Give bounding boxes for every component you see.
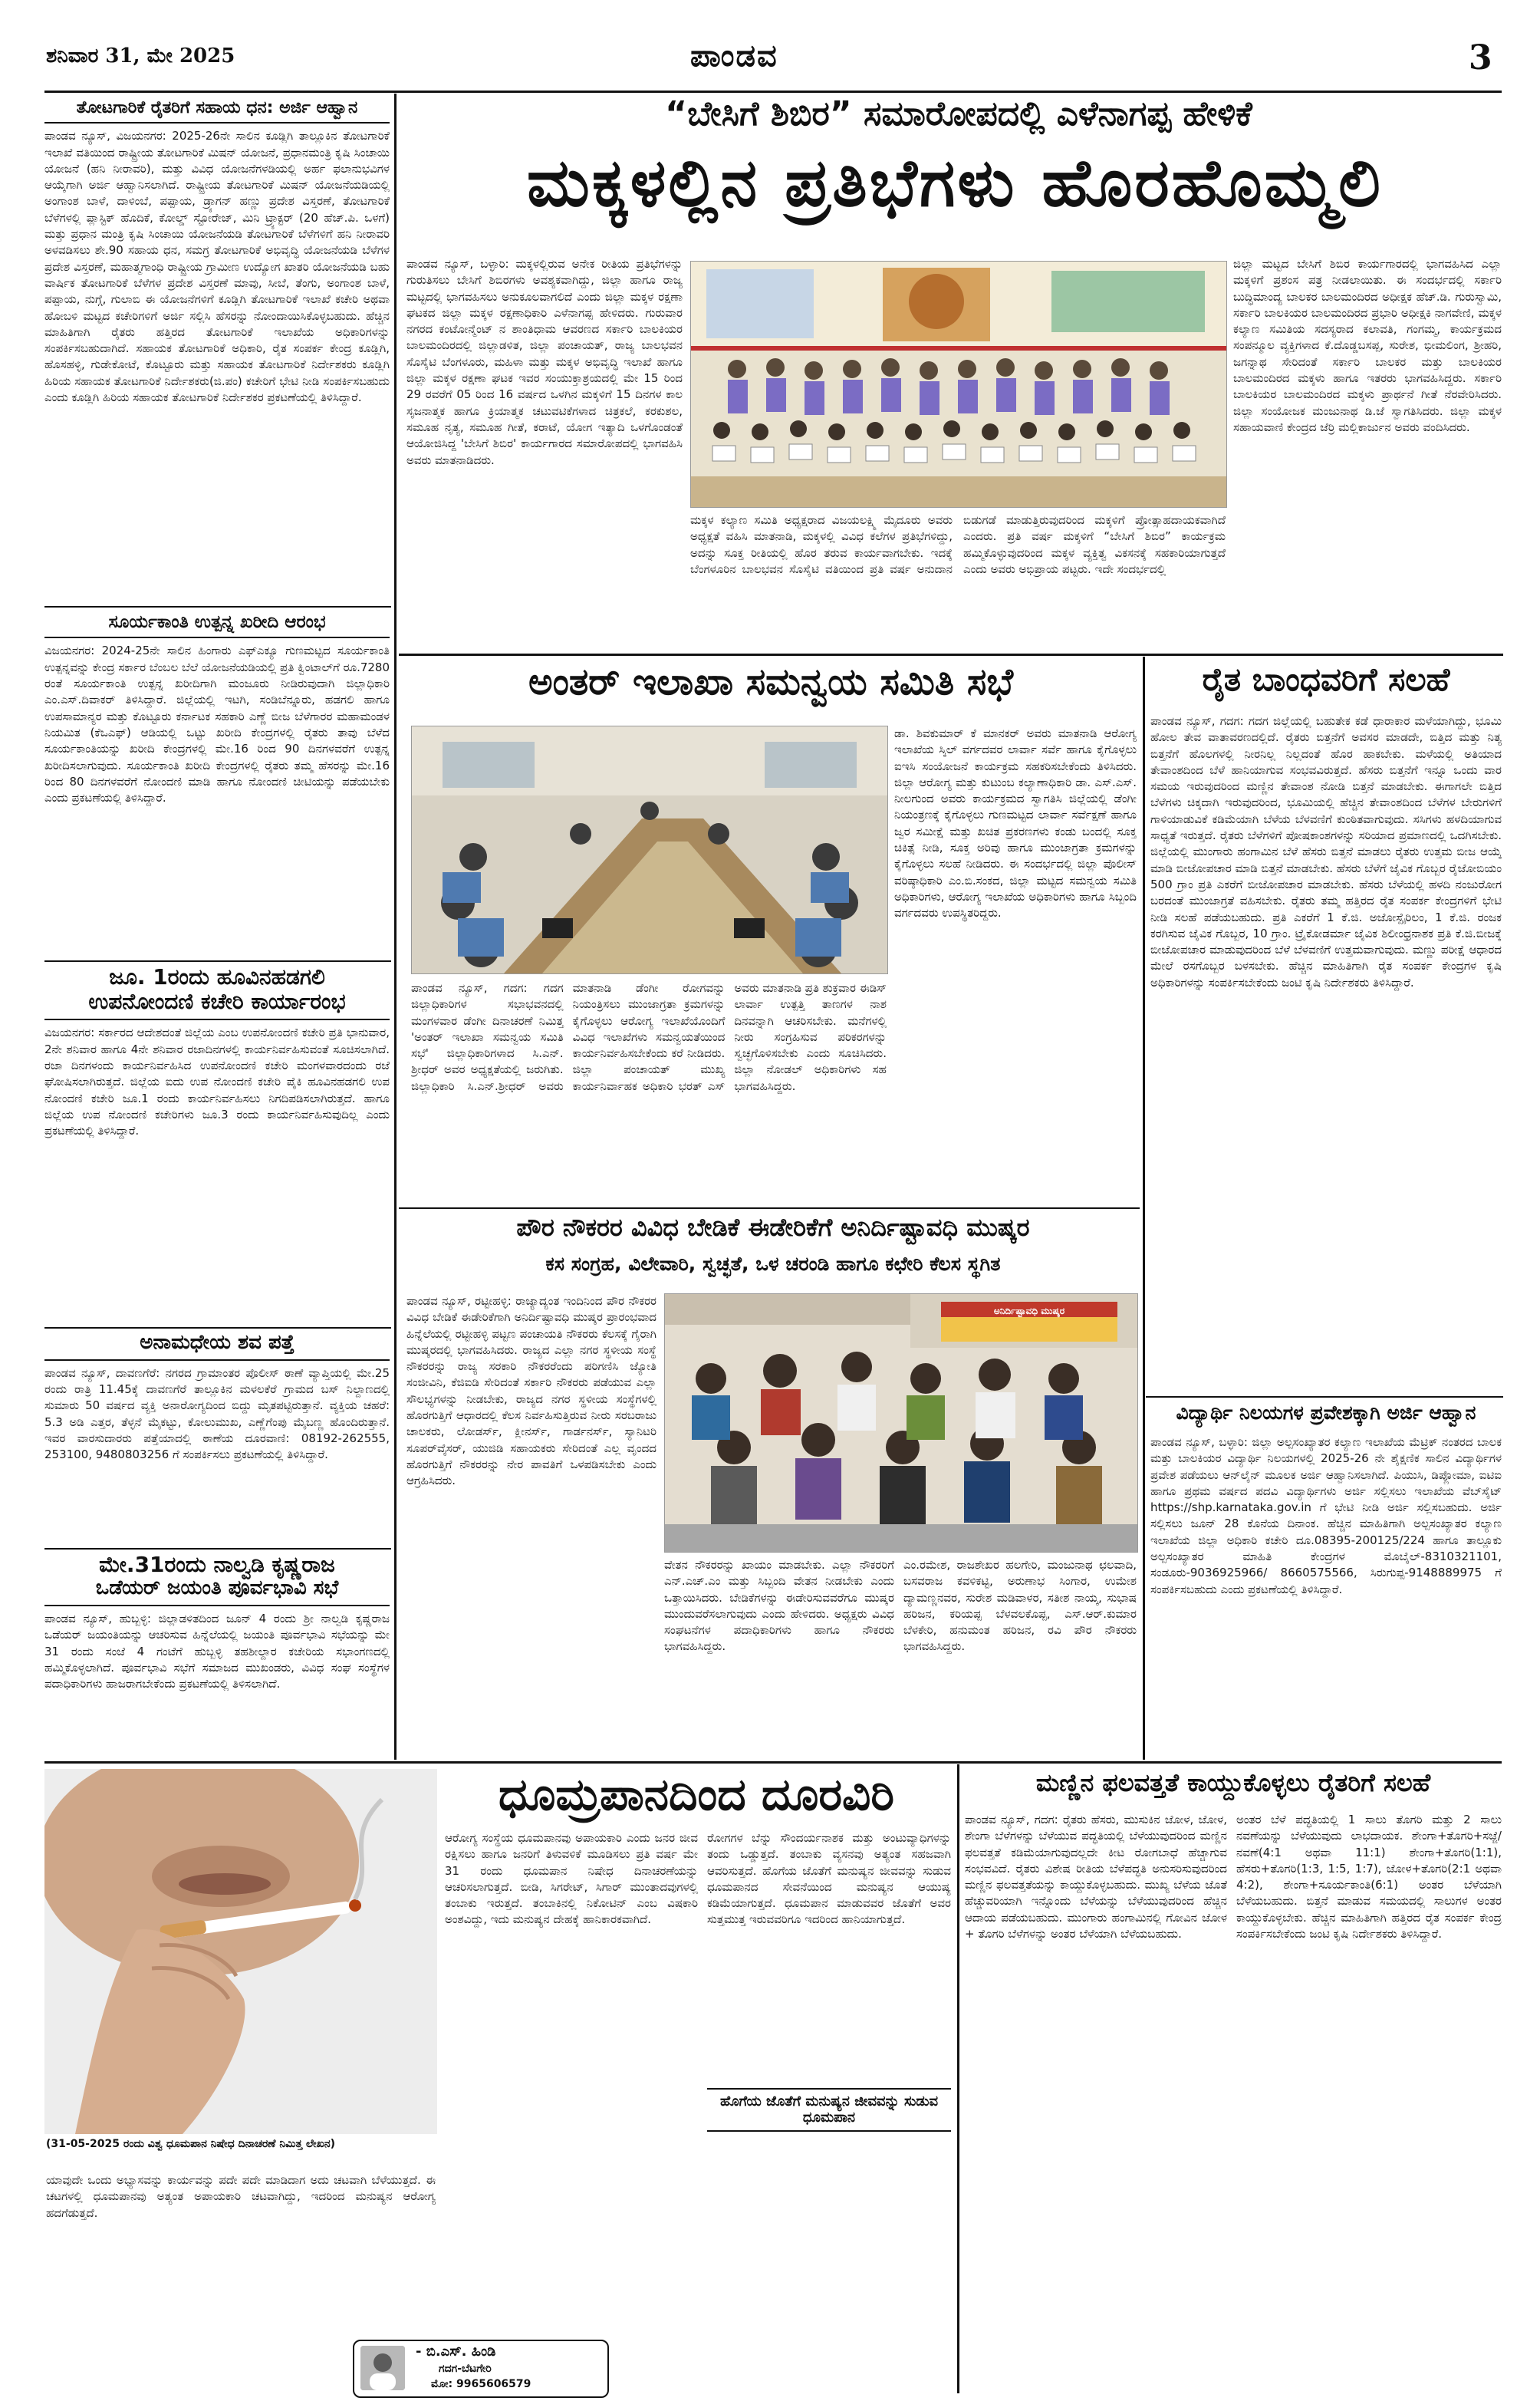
subregistrar-story (44, 965, 390, 1307)
left-column-divider (394, 94, 397, 1760)
horticulture-story (44, 98, 390, 602)
author-place: ಗದಗ-ಬೆಟಗೇರಿ (439, 2363, 492, 2375)
strike-body-b: ವೇತನ ನೌಕರರನ್ನು ಖಾಯಂ ಮಾಡಬೇಕು. ಎಲ್ಲಾ ನೌಕರರಿಗೆ ಎನ್.ಎಚ್.ಎಂ ಮತ್ತು ಸಿಬ್ಬಂದಿ ವೇತನ ನೀಡಬೇಕು ಎಂದು ಒತ್ತಾಯಿಸಿದರು. ಬೇಡಿಕೆಗಳನ್ನು ಈಡೇರಿಸುವವರೆಗೂ ಮುಷ್ಕರ ಮುಂದುವರೆಸಲಾಗುವುದು ಎಂದು ಹೇಳಿದರು. ಅಧ್ಯಕ್ಷರು ವಿವಿಧ ಸಂಘಟನೆಗಳ ಪದಾಧಿಕಾರಿಗಳು ಹಾಗೂ ನೌಕರರು ಭಾಗವಹಿಸಿದ್ದರು. (664, 1558, 894, 1654)
story-headline: ಮೇ.31ರಂದು ನಾಲ್ವಡಿ ಕೃಷ್ಣರಾಜ (99, 1552, 335, 1577)
author-portrait-icon (360, 2346, 405, 2390)
strike-body-c: ಎಂ.ರಮೇಶ, ರಾಜಶೇಖರ ಹಲಗೇರಿ, ಮಂಜುನಾಥ ಛಲವಾದಿ, ಬಸವರಾಜ ಕವಳಿಕಟ್ಟಿ, ಅರುಣಾಭ ಸಿಂಗಾರ, ಉಮೇಶ ದ್ಯಾಮಣ್ಣನವರ, ಸುರೇಶ ಮಡಿವಾಳರ, ಸತೀಶ ನಾಯ್ಕ, ಸುಭಾಷ ಹರಿಜನ, ಕರಿಯಪ್ಪ ಬೆಳವಲಕೊಪ್ಪ, ಎಸ್.ಆರ್.ಕುಮಾರ ಬೆಳಕೇರಿ, ಹನುಮಂತ ಹರಿಜನ, ರವಿ ಪೌರ ನೌಕರರು ಭಾಗವಹಿಸಿದ್ದರು. (903, 1558, 1137, 1654)
farmers-body: ಪಾಂಡವ ನ್ಯೂಸ್, ಗದಗ: ಗದಗ ಜಿಲ್ಲೆಯಲ್ಲಿ ಬಹುತೇಕ ಕಡೆ ಧಾರಾಕಾರ ಮಳೆಯಾಗಿದ್ದು, ಭೂಮಿ ಹೋಲ ತೇವ ವಾತಾವರಣದಲ್ಲಿದೆ. ರೈತರು ಬಿತ್ತನೆಗೆ ಅವಸರ ಮಾಡದೇ, ಬಿತ್ತಿದ ಮತ್ತು ನಿತ್ಯ ಬಿತ್ತನೆಗೆ ಹೊಲಗಳಲ್ಲಿ ನೀರನಿಲ್ಲ ನಿಲ್ಲದಂತೆ ಹೊರ ಹಾಕಬೇಕು. ಮಳೆಯಲ್ಲಿ ಅತಿಯಾದ ತೇವಾಂಶದಿಂದ ಬೆಳೆ ಹಾನಿಯಾಗುವ ಸಂಭವವಿರುತ್ತದೆ. ಹೆಸರು ಬಿತ್ತನೆಗೆ ಇನ್ನೂ ಒಂದು ವಾರ ಸಮಯ ಇರುವುದರಿಂದ ಮಣ್ಣಿನ ತೇವಾಂಶ ನೋಡಿ ಬಿತ್ತನೆ ಮಾಡಬೇಕು. ಈಗಾಗಲೇ ಬಿತ್ತಿದ ಬೆಳೆಗಳು ಚಿಕ್ಕದಾಗಿ ಇರುವುದರಿಂದ, ಭೂಮಿಯಲ್ಲಿ ಹೆಚ್ಚಿನ ತೇವಾಂಶದಿಂದ ಬೆಳೆಗಳ ಬೇರುಗಳಿಗೆ ಗಾಳಿಯಾಡುವಿಕೆ ಕಡಿಮೆಯಾಗಿ ಬೆಳೆಯ ಬೆಳವಣಿಗೆ ಕುಂಠಿತವಾಗುವುದು. ಸಸಿಗಳು ಹಳದಿಯಾಗುವ ಸಾಧ್ಯತೆ ಇರುತ್ತದೆ. ರೈತರು ಬೆಳೆಗಳಿಗೆ ಪೋಷಕಾಂಶಗಳನ್ನು ಸರಿಯಾದ ಪ್ರಮಾಣದಲ್ಲಿ ಒದಗಿಸಬೇಕು. ಜಿಲ್ಲೆಯಲ್ಲಿ ಮುಂಗಾರು ಹಂಗಾಮಿನ ಬೆಳೆ ಹೆಸರು ಬಿತ್ತನೆ ಮಾಡಲು ರೈತರು ಉತ್ತಮ ಬೀಜ ಆಯ್ಕೆ ಮಾಡಿ ಬೀಜೋಪಚಾರ ಮಾಡಿ ಬಿತ್ತನೆ ಮಾಡಬೇಕು. ಹೆಸರು ಬೆಳೆಗೆ ಜೈವಿಕ ಗೊಬ್ಬರ ರೈಜೋಬಿಯಂ 500 ಗ್ರಾಂ ಪ್ರತಿ ಎಕರೆಗೆ ಬೀಜೋಪಚಾರ ಮಾಡಬೇಕು. ಹೆಸರು ಬೆಳೆಯಲ್ಲಿ ಹಳದಿ ನಂಜುರೋಗ ಬರದಂತೆ ಮುಂಜಾಗ್ರತೆ ವಹಿಸಬೇಕು. ರೈತರು ತಮ್ಮ ಹತ್ತಿರದ ರೈತ ಸಂಪರ್ಕ ಕೇಂದ್ರಗಳಿಗೆ ಭೇಟಿ ನೀಡಿ ಸಲಹೆ ಪಡೆಯಬಹುದು. ಪ್ರತಿ ಎಕರೆಗೆ 1 ಕೆ.ಜಿ. ಅಜೋಸ್ಪೈರಿಲಂ, 1 ಕೆ.ಜಿ. ರಂಜಕ ಕರಗಿಸುವ ಜೈವಿಕ ಗೊಬ್ಬರ, 10 ಗ್ರಾಂ. ಟ್ರೈಕೋಡರ್ಮಾ ಜೈವಿಕ ಶಿಲೀಂಧ್ರನಾಶಕ ಪ್ರತಿ ಕೆ.ಜಿ.ಬೀಜಕ್ಕೆ ಬೀಜೋಪಚಾರ ಮಾಡುವುದರಿಂದ ಬೆಳೆ ಬೆಳವಣಿಗೆ ಉತ್ತಮವಾಗುವುದು. ಮಣ್ಣು ಪರೀಕ್ಷೆ ಆಧಾರದ ಮೇಲೆ ರಸಗೊಬ್ಬರ ಬಳಸಬೇಕು. ಹೆಚ್ಚಿನ ಮಾಹಿತಿಗಾಗಿ ರೈತ ಸಂಪರ್ಕ ಕೇಂದ್ರಗಳ ಕೃಷಿ ಅಧಿಕಾರಿಗಳನ್ನು ಸಂಪರ್ಕಿಸಬೇಕೆಂದು ಜಂಟಿ ಕೃಷಿ ನಿರ್ದೇಶಕರು ತಿಳಿಸಿದ್ದಾರೆ. (1150, 714, 1502, 990)
summer-camp-group-image (691, 262, 1226, 507)
smoking-body-a: ಯಾವುದೇ ಒಂದು ಅಭ್ಯಾಸವನ್ನು ಕಾರ್ಯವನ್ನು ಪದೇ ಪದೇ ಮಾಡಿದಾಗ ಅದು ಚಟವಾಗಿ ಬೆಳೆಯುತ್ತದೆ. ಈ ಚಟಗಳಲ್ಲಿ ಧೂಮಪಾನವು ಅತ್ಯಂತ ಅಪಾಯಕಾರಿ ಚಟವಾಗಿದ್ದು, ಇದರಿಂದ ಮನುಷ್ಯನ ಆರೋಗ್ಯ ಹದಗೆಡುತ್ತದೆ. (46, 2173, 436, 2220)
section-divider (44, 960, 391, 962)
jayanti-meeting-story (44, 1553, 390, 1743)
lead-kicker: “ಬೇಸಿಗೆ ಶಿಬಿರ” ಸಮಾರೋಪದಲ್ಲಿ ಎಳೆನಾಗಪ್ಪ ಹೇಳಿಕೆ (665, 94, 1252, 133)
story-body: ವಿಜಯನಗರ: ಸರ್ಕಾರದ ಆದೇಶದಂತೆ ಜಿಲ್ಲೆಯ ಎಂಬ ಉಪನೋಂದಣಿ ಕಚೇರಿ ಪ್ರತಿ ಭಾನುವಾರ, 2ನೇ ಶನಿವಾರ ಹಾಗೂ 4ನೇ ಶನಿವಾರ ರಜಾದಿನಗಳಲ್ಲಿ ಕಾರ್ಯನಿರ್ವಹಿಸುವಂತೆ ಸೂಚಿಸಲಾಗಿದೆ. ರಜಾ ದಿನಗಳಂದು ಕಾರ್ಯನಿರ್ವಹಿಸಿದ ಉಪನೋಂದಣಿ ಕಚೇರಿ ಮಂಗಳವಾರದಂದು ರಜೆ ಘೋಷಿಸಲಾಗಿರುತ್ತದೆ. ಜಿಲ್ಲೆಯ ಐದು ಉಪ ನೋಂದಣಿ ಕಚೇರಿ ಪೈಕಿ ಹೂವಿನಹಡಗಲಿ ಉಪ ನೋಂದಣಿ ಕಚೇರಿ ಜೂ.1 ರಂದು ಕಾರ್ಯನಿರ್ವಹಿಸಲು ನಿಗದಿಪಡಿಸಲಾಗಿರುತ್ತದೆ. ಹಾಗೂ ಜಿಲ್ಲೆಯ ಉಪ ನೋಂದಣಿ ಕಚೇರಿಗಳು ಜೂ.3 ರಂದು ಕಾರ್ಯನಿರ್ವಹಿಸುವುದಿಲ್ಲ ಎಂದು ಪ್ರಕಟಣೆಯಲ್ಲಿ ತಿಳಿಸಿದ್ದಾರೆ. (44, 1026, 390, 1138)
author-name: - ಬಿ.ಎಸ್. ಹಿಂಡಿ (416, 2343, 496, 2360)
story-headline-line2: ಒಡೆಯರ್ ಜಯಂತಿ ಪೂರ್ವಭಾವಿ ಸಭೆ (44, 1577, 390, 1606)
story-body: ಪಾಂಡವ ನ್ಯೂಸ್, ದಾವಣಗೆರೆ: ನಗರದ ಗ್ರಾಮಾಂತರ ಪೊಲೀಸ್ ಠಾಣೆ ವ್ಯಾಪ್ತಿಯಲ್ಲಿ ಮೇ.25 ರಂದು ರಾತ್ರಿ 11.45ಕ್ಕೆ ದಾವಣಗೆರೆ ತಾಲ್ಲೂಕಿನ ಮಳಲಕೆರೆ ಗ್ರಾಮದ ಬಸ್ ನಿಲ್ದಾಣದಲ್ಲಿ ಸುಮಾರು 50 ವರ್ಷದ ವ್ಯಕ್ತಿ ಅನಾರೋಗ್ಯದಿಂದ ಬಿದ್ದು ಮೃತಪಟ್ಟಿರುತ್ತಾನೆ. ವ್ಯಕ್ತಿಯ ಚಹರೆ: 5.3 ಅಡಿ ಎತ್ತರ, ತೆಳ್ಳನೆ ಮೈಕಟ್ಟು, ಕೋಲುಮುಖ, ಎಣ್ಣೆಗೆಂಪು ಮೈಬಣ್ಣ ಹೊಂದಿರುತ್ತಾನೆ. ಇವರ ವಾರಸುದಾರರು ಪತ್ತೆಯಾದಲ್ಲಿ ಠಾಣೆಯ ದೂರವಾಣಿ: 08192-262555, 253100, 9480803256 ಗೆ ಸಂಪರ್ಕಿಸಲು ಪ್ರಕಟಣೆಯಲ್ಲಿ ತಿಳಿಸಿದ್ದಾರೆ. (44, 1365, 390, 1462)
author-phone: ಮೋ: 9965606579 (431, 2378, 531, 2390)
workers-protest-image (665, 1294, 1137, 1552)
soil-body-b: ಅಂತರ ಬೆಳೆ ಪದ್ಧತಿಯಲ್ಲಿ 1 ಸಾಲು ತೊಗರಿ ಮತ್ತು 2 ಸಾಲು ನವಣೆಯನ್ನು ಬೆಳೆಯುವುದು ಲಾಭದಾಯಕ. ಶೇಂಗಾ+ತೊಗರಿ+ಸಜ್ಜೆ/ನವಣೆ(4:1 ಅಥವಾ 11:1) ಶೇಂಗಾ+ತೊಗರಿ(1:1), ಹೆಸರು+ತೊಗರಿ(1:3, 1:5, 1:7), ಜೋಳ+ತೊಗರಿ(2:1 ಅಥವಾ 4:2), ಶೇಂಗಾ+ಸೂರ್ಯಕಾಂತಿ(6:1) ಅಂತರ ಬೆಳೆಯಾಗಿ ಬೆಳೆಯಬಹುದು. ಬಿತ್ತನೆ ಮಾಡುವ ಸಮಯದಲ್ಲಿ ಸಾಲುಗಳ ಅಂತರ ಕಾಯ್ದುಕೊಳ್ಳಬೇಕು. ಹೆಚ್ಚಿನ ಮಾಹಿತಿಗಾಗಿ ಹತ್ತಿರದ ರೈತ ಸಂಪರ್ಕ ಕೇಂದ್ರ ಸಂಪರ್ಕಿಸಬೇಕೆಂದು ಜಂಟಿ ಕೃಷಿ ನಿರ್ದೇಶಕರು ತಿಳಿಸಿದ್ದಾರೆ. (1236, 1813, 1502, 1942)
story-body: ಪಾಂಡವ ನ್ಯೂಸ್, ಹುಬ್ಬಳ್ಳಿ: ಜಿಲ್ಲಾಡಳಿತದಿಂದ ಜೂನ್ 4 ರಂದು ಶ್ರೀ ನಾಲ್ವಡಿ ಕೃಷ್ಣರಾಜ ಒಡೆಯರ್ ಜಯಂತಿಯನ್ನು ಆಚರಿಸುವ ಹಿನ್ನೆಲೆಯಲ್ಲಿ ಜಯಂತಿ ಪೂರ್ವಭಾವಿ ಸಭೆಯನ್ನು ಮೇ 31 ರಂದು ಸಂಜೆ 4 ಗಂಟೆಗೆ ಹುಬ್ಬಳ್ಳಿ ತಹಶೀಲ್ದಾರ ಕಚೇರಿಯ ಸಭಾಂಗಣದಲ್ಲಿ ಹಮ್ಮಿಕೊಳ್ಳಲಾಗಿದೆ. ಪೂರ್ವಭಾವಿ ಸಭೆಗೆ ಸಮಾಜದ ಮುಖಂಡರು, ವಿವಿಧ ಸಂಘ ಸಂಸ್ಥೆಗಳ ಪದಾಧಿಕಾರಿಗಳು ಹಾಜರಾಗಬೇಕೆಂದು ಪ್ರಕಟಣೆಯಲ್ಲಿ ತಿಳಿಸಲಾಗಿದೆ. (44, 1612, 390, 1691)
section-divider (44, 1548, 391, 1550)
smoking-pull-quote: ಹೊಗೆಯ ಜೊತೆಗೆ ಮನುಷ್ಯನ ಜೀವವನ್ನು ಸುಡುವ ಧೂಮಪಾನ (707, 2088, 951, 2132)
interdept-headline: ಅಂತರ್ ಇಲಾಖಾ ಸಮನ್ವಯ ಸಮಿತಿ ಸಭೆ (528, 660, 1014, 703)
lead-body-col3: ಜಿಲ್ಲಾ ಮಟ್ಟದ ಬೇಸಿಗೆ ಶಿಬಿರ ಕಾರ್ಯಗಾರದಲ್ಲಿ ಭಾಗವಹಿಸಿದ ಎಲ್ಲಾ ಮಕ್ಕಳಿಗೆ ಪ್ರಶಂಸ ಪತ್ರ ನೀಡಲಾಯಿತು. ಈ ಸಂದರ್ಭದಲ್ಲಿ ಸರ್ಕಾರಿ ಬುದ್ಧಿಮಾಂದ್ಯ ಬಾಲಕರ ಬಾಲಮಂದಿರದ ಅಧೀಕ್ಷಕ ಹೆಚ್.ಡಿ. ಗುರುಸ್ವಾಮಿ, ಸರ್ಕಾರಿ ಬಾಲಕಿಯರ ಬಾಲಮಂದಿರದ ಪ್ರಭಾರಿ ಅಧೀಕ್ಷಕಿ ನಾಗವೇಣಿ, ಮಕ್ಕಳ ಕಲ್ಯಾಣ ಸಮಿತಿಯ ಸದಸ್ಯರಾದ ಕಲಾವತಿ, ಗಂಗಮ್ಮ, ಕಾರ್ಯಕ್ರಮದ ಸಂಪನ್ಮೂಲ ವ್ಯಕ್ತಿಗಳಾದ ಕೆ.ದೊಡ್ಡಬಸಪ್ಪ, ಸುರೇಶ, ಭೀಮಲಿಂಗ, ಶ್ರೀಹರಿ, ಜಗನ್ನಾಥ ಸೇರಿದಂತೆ ಸರ್ಕಾರಿ ಬಾಲಕರ ಮತ್ತು ಬಾಲಕಿಯರ ಬಾಲಮಂದಿರದ ಮಕ್ಕಳು ಹಾಗೂ ಇತರರು ಭಾಗವಹಿಸಿದ್ದರು. ಸರ್ಕಾರಿ ಬಾಲಕಿಯರ ಬಾಲಮಂದಿರದ ಮಕ್ಕಳು ಪ್ರಾರ್ಥನೆ ಗೀತೆ ನೆರವೇರಿಸಿದರು. ಜಿಲ್ಲಾ ಸಂಯೋಜಕ ಮಂಜುನಾಥ ಡಿ.ಜೆ ಸ್ವಾಗತಿಸಿದರು. ಜಿಲ್ಲಾ ಮಕ್ಕಳ ಸಹಾಯವಾಣಿ ಕೇಂದ್ರದ ಜೆರ್ರಿ ಮಲ್ಲಿಕಾರ್ಜುನ ಅವರು ವಂದಿಸಿದರು. (1233, 257, 1502, 434)
protest-banner-text: ಅನಿರ್ದಿಷ್ಟಾವಧಿ ಮುಷ್ಕರ (993, 1306, 1065, 1316)
section-divider (1146, 1396, 1503, 1398)
story-headline: ತೋಟಗಾರಿಕೆ ರೈತರಿಗೆ ಸಹಾಯ ಧನ: ಅರ್ಜಿ ಆಹ್ವಾನ (44, 98, 390, 124)
lead-body-col1: ಪಾಂಡವ ನ್ಯೂಸ್, ಬಳ್ಳಾರಿ: ಮಕ್ಕಳಲ್ಲಿರುವ ಅನೇಕ ರೀತಿಯ ಪ್ರತಿಭೆಗಳನ್ನು ಗುರುತಿಸಲು ಬೇಸಿಗೆ ಶಿಬಿರಗಳು ಅವಶ್ಯಕವಾಗಿದ್ದು, ಜಿಲ್ಲಾ ಹಾಗೂ ರಾಜ್ಯ ಮಟ್ಟದಲ್ಲಿ ಭಾಗವಹಿಸಲು ಅನುಕೂಲವಾಗಲಿದೆ ಎಂದು ಜಿಲ್ಲಾ ಮಕ್ಕಳ ರಕ್ಷಣಾ ಘಟಕದ ಜಿಲ್ಲಾ ಮಕ್ಕಳ ರಕ್ಷಣಾಧಿಕಾರಿ ಎಳೆನಾಗಪ್ಪ ಹೇಳಿದರು. ಗುರುವಾರ ನಗರದ ಕಂಟೋನ್ಮೆಂಟ್ ನ ಶಾಂತಿಧಾಮ ಆವರಣದ ಸರ್ಕಾರಿ ಬಾಲಕಿಯರ ಬಾಲಮಂದಿರದಲ್ಲಿ ಜಿಲ್ಲಾಡಳಿತ, ಜಿಲ್ಲಾ ಪಂಚಾಯತ್, ರಾಜ್ಯ ಬಾಲಭವನ ಸೊಸೈಟಿ ಬೆಂಗಳೂರು, ಮಹಿಳಾ ಮತ್ತು ಮಕ್ಕಳ ಅಭಿವೃದ್ಧಿ ಇಲಾಖೆ ಹಾಗೂ ಜಿಲ್ಲಾ ಮಕ್ಕಳ ರಕ್ಷಣಾ ಘಟಕ ಇವರ ಸಂಯುಕ್ತಾಶ್ರಯದಲ್ಲಿ ಮೇ 15 ರಿಂದ 29 ರವರೆಗೆ 05 ರಿಂದ 16 ವರ್ಷದ ಒಳಗಿನ ಮಕ್ಕಳಿಗೆ 15 ದಿನಗಳ ಕಾಲ ಸೃಜನಾತ್ಮಕ ಹಾಗೂ ಕ್ರಿಯಾತ್ಮಕ ಚಟುವಟಿಕೆಗಳಾದ ಚಿತ್ರಕಲೆ, ಕರಕುಶಲ, ಸಮೂಹ ನೃತ್ಯ, ಸಮೂಹ ಗೀತೆ, ಕರಾಟೆ, ಯೋಗ ಇತ್ಯಾದಿ ಒಳಗೊಂಡಂತೆ ಆಯೋಜಿಸಿದ್ದ 'ಬೇಸಿಗೆ ಶಿಬಿರ' ಕಾರ್ಯಗಾರದ ಸಮಾರೋಪದಲ್ಲಿ ಭಾಗವಹಿಸಿ ಅವರು ಮಾತನಾಡಿದರು. (406, 257, 683, 467)
masthead-rule (44, 91, 1502, 93)
smoking-body-b: ಆರೋಗ್ಯ ಸಂಸ್ಥೆಯ ಧೂಮಪಾನವು ಅಪಾಯಕಾರಿ ಎಂದು ಜನರ ಜೀವ ರಕ್ಷಿಸಲು ಹಾಗೂ ಜನರಿಗೆ ತಿಳುವಳಿಕೆ ಮೂಡಿಸಲು ಪ್ರತಿ ವರ್ಷ ಮೇ 31 ರಂದು ಧೂಮಪಾನ ನಿಷೇಧ ದಿನಾಚರಣೆಯನ್ನು ಆಚರಿಸಲಾಗುತ್ತದೆ. ಬೀಡಿ, ಸಿಗರೇಟ್, ಸಿಗಾರ್ ಮುಂತಾದವುಗಳಲ್ಲಿ ತಂಬಾಕು ಇರುತ್ತದೆ. ತಂಬಾಕಿನಲ್ಲಿ ನಿಕೋಟಿನ್ ಎಂಬ ವಿಷಕಾರಿ ಅಂಶವಿದ್ದು, ಇದು ಮನುಷ್ಯನ ದೇಹಕ್ಕೆ ಹಾನಿಕಾರಕವಾಗಿದೆ. (445, 1831, 698, 1927)
author-box (353, 2340, 609, 2398)
right-column-divider (1143, 657, 1145, 1760)
hostel-headline: ವಿದ್ಯಾರ್ಥಿ ನಿಲಯಗಳ ಪ್ರವೇಶಕ್ಕಾಗಿ ಅರ್ಜಿ ಆಹ್ವಾನ (1176, 1401, 1476, 1424)
smoking-photo (44, 1769, 437, 2134)
smoking-hand-image (44, 1769, 437, 2134)
story-headline: ಅನಾಮಧೇಯ ಶವ ಪತ್ತೆ (44, 1332, 390, 1361)
soil-body-a: ಪಾಂಡವ ನ್ಯೂಸ್, ಗದಗ: ರೈತರು ಹೆಸರು, ಮುಸುಕಿನ ಜೋಳ, ಜೋಳ, ಶೇಂಗಾ ಬೆಳೆಗಳನ್ನು ಬೆಳೆಯುವ ಪದ್ಧತಿಯಲ್ಲಿ ಬೆಳೆಯುವುದರಿಂದ ಮಣ್ಣಿನ ಫಲವತ್ತತೆ ಕಡಿಮೆಯಾಗುವುದಲ್ಲದೇ ಕೀಟ ರೋಗಬಾಧೆ ಹೆಚ್ಚಾಗುವ ಸಂಭವವಿದೆ. ರೈತರು ವಿಶೇಷ ರೀತಿಯ ಬೆಳೆಪದ್ಧತಿ ಅನುಸರಿಸುವುದರಿಂದ ಮಣ್ಣಿನ ಫಲವತ್ತತೆಯನ್ನು ಕಾಯ್ದುಕೊಳ್ಳಬಹುದು. ಮುಖ್ಯ ಬೆಳೆಯ ಜೊತೆ ಹೆಚ್ಚುವರಿಯಾಗಿ ಇನ್ನೊಂದು ಬೆಳೆಯನ್ನು ಬೆಳೆಯುವುದರಿಂದ ಹೆಚ್ಚಿನ ಆದಾಯ ಪಡೆಯಬಹುದು. ಮುಂಗಾರು ಹಂಗಾಮಿನಲ್ಲಿ ಗೋವಿನ ಜೋಳ + ತೊಗರಿ ಬೆಳೆಗಳನ್ನು ಅಂತರ ಬೆಳೆಯಾಗಿ ಬೆಳೆಯಬಹುದು. (965, 1813, 1227, 1942)
section-divider (44, 1327, 391, 1329)
story-headline: ಜೂ. 1ರಂದು ಹೂವಿನಹಡಗಲಿ (109, 964, 325, 990)
smoking-caption: (31-05-2025 ರಂದು ವಿಶ್ವ ಧೂಮಪಾನ ನಿಷೇಧ ದಿನಾಚರಣೆ ನಿಮಿತ್ತ ಲೇಖನ) (46, 2138, 336, 2150)
story-body: ವಿಜಯನಗರ: 2024-25ನೇ ಸಾಲಿನ ಹಿಂಗಾರು ಎಫ್‌ಎಕ್ಯೂ ಗುಣಮಟ್ಟದ ಸೂರ್ಯಕಾಂತಿ ಉತ್ಪನ್ನವನ್ನು ಕೇಂದ್ರ ಸರ್ಕಾರ ಬೆಂಬಲ ಬೆಲೆ ಯೋಜನೆಯಡಿಯಲ್ಲಿ ಪ್ರತಿ ಕ್ವಿಂಟಾಲ್‌ಗೆ ರೂ.7280 ರಂತೆ ಸೂರ್ಯಕಾಂತಿ ಉತ್ಪನ್ನ ಖರೀದಿಗಾಗಿ ಮಂಜೂರು ನೀಡಿರುವುದಾಗಿ ಜಿಲ್ಲಾಧಿಕಾರಿ ಎಂ.ಎಸ್.ದಿವಾಕರ್ ತಿಳಿಸಿದ್ದಾರೆ. ಜಿಲ್ಲೆಯಲ್ಲಿ ಇಟಗಿ, ಸಂಡಿಬೆನ್ನೂರು, ಹಡಗಲಿ ಹಾಗೂ ಉಪಸಾಮಾನ್ಯರ ಮತ್ತು ಕೊಟ್ಟೂರು ಕರ್ನಾಟಕ ಸಹಕಾರಿ ಎಣ್ಣೆ ಬೀಜ ಬೆಳೆಗಾರರ ಮಹಾಮಂಡಳ ನಿಯಮಿತ (ಕೆಒಎಫ್) ಆಡಿಯಲ್ಲಿ ಒಟ್ಟು ಖರೀದಿ ಕೇಂದ್ರಗಳಲ್ಲಿ ರೈತರು ತಾವು ಬೆಳೆದ ಸೂರ್ಯಕಾಂತಿಯನ್ನು ಖರೀದಿ ಕೇಂದ್ರಗಳಲ್ಲಿ ಮೇ.16 ರಿಂದ 90 ದಿನಗಳವರೆಗೆ ಉತ್ಪನ್ನ ಖರೀದಿಸಲಾಗುವುದು. ಸೂರ್ಯಕಾಂತಿ ಖರೀದಿ ಕೇಂದ್ರಗಳಲ್ಲಿ ರೈತರು ತಮ್ಮ ಹೆಸರನ್ನು ಮೇ.16 ರಿಂದ 80 ದಿನಗಳವರೆಗೆ ನೋಂದಣಿ ಮಾಡಿ ಹಾಗೂ ನೋಂದಣಿ ಚೀಟಿಯನ್ನು ಪಡೆಯಬೇಕು ಎಂದು ಪ್ರಕಟಣೆಯಲ್ಲಿ ತಿಳಿಸಿದ್ದಾರೆ. (44, 644, 390, 805)
lead-body-col2: ಮಕ್ಕಳ ಕಲ್ಯಾಣ ಸಮಿತಿ ಅಧ್ಯಕ್ಷರಾದ ವಿಜಯಲಕ್ಷ್ಮಿ ಮೈದೂರು ಅವರು ಅಧ್ಯಕ್ಷತೆ ವಹಿಸಿ ಮಾತನಾಡಿ, ಮಕ್ಕಳಲ್ಲಿ ವಿವಿಧ ಕಲೆಗಳ ಪ್ರತಿಭೆಗಳಿದ್ದು, ಅದನ್ನು ಸೂಕ್ತ ರೀತಿಯಲ್ಲಿ ಹೊರ ತರುವ ಕಾರ್ಯವಾಗಬೇಕು. ಇದಕ್ಕೆ ಬೆಂಗಳೂರಿನ ಬಾಲಭವನ ಸೊಸೈಟಿ ವತಿಯಿಂದ ಪ್ರತಿ ವರ್ಷ ಅನುದಾನ ಬಿಡುಗಡೆ ಮಾಡುತ್ತಿರುವುದರಿಂದ ಮಕ್ಕಳಿಗೆ ಪ್ರೋತ್ಸಾಹದಾಯಕವಾಗಿದೆ ಎಂದರು. ಪ್ರತಿ ವರ್ಷ ಮಕ್ಕಳಿಗೆ “ಬೇಸಿಗೆ ಶಿಬಿರ” ಕಾರ್ಯಕ್ರಮ ಹಮ್ಮಿಕೊಳ್ಳುವುದರಿಂದ ಮಕ್ಕಳ ವ್ಯಕ್ತಿತ್ವ ವಿಕಸನಕ್ಕೆ ಸಹಕಾರಿಯಾಗುತ್ತದೆ ಎಂದು ಅವರು ಅಭಿಪ್ರಾಯ ಪಟ್ಟರು. ಇದೇ ಸಂದರ್ಭದಲ್ಲಿ (690, 513, 1226, 576)
section-divider (44, 606, 391, 608)
section-divider (399, 1207, 1140, 1209)
unidentified-body-story (44, 1332, 390, 1543)
strike-headline: ಪೌರ ನೌಕರರ ವಿವಿಧ ಬೇಡಿಕೆ ಈಡೇರಿಕೆಗೆ ಅನಿರ್ದಿಷ್ಟಾವಧಿ ಮುಷ್ಕರ (516, 1213, 1030, 1242)
strike-body-a: ಪಾಂಡವ ನ್ಯೂಸ್, ರಟ್ಟೀಹಳ್ಳಿ: ರಾಜ್ಯಾದ್ಯಂತ ಇಂದಿನಿಂದ ಪೌರ ನೌಕರರ ವಿವಿಧ ಬೇಡಿಕೆ ಈಡೇರಿಕೆಗಾಗಿ ಅನಿರ್ದಿಷ್ಟಾವಧಿ ಮುಷ್ಕರ ಪ್ರಾರಂಭವಾದ ಹಿನ್ನೆಲೆಯಲ್ಲಿ ರಟ್ಟೀಹಳ್ಳಿ ಪಟ್ಟಣ ಪಂಚಾಯತಿ ನೌಕರರು ಕೆಲಸಕ್ಕೆ ಗೈರಾಗಿ ಮುಷ್ಕರದಲ್ಲಿ ಭಾಗವಹಿಸಿದರು. ರಾಜ್ಯದ ಎಲ್ಲಾ ನಗರ ಸ್ಥಳೀಯ ಸಂಸ್ಥೆ ನೌಕರರನ್ನು ರಾಜ್ಯ ಸರಕಾರಿ ನೌಕರರೆಂದು ಪರಿಗಣಿಸಿ ಜ್ಯೋತಿ ಸಂಜೀವಿನಿ, ಕೆಜಿಐಡಿ ಸೇರಿದಂತೆ ಸರ್ಕಾರಿ ನೌಕರರು ಪಡೆಯುವ ಎಲ್ಲಾ ಸೌಲಭ್ಯಗಳನ್ನು ನೀಡಬೇಕು, ರಾಜ್ಯದ ನಗರ ಸ್ಥಳೀಯ ಸಂಸ್ಥೆಗಳಲ್ಲಿ ಹೊರಗುತ್ತಿಗೆ ಆಧಾರದಲ್ಲಿ ಕೆಲಸ ನಿರ್ವಹಿಸುತ್ತಿರುವ ನೀರು ಸರಬರಾಜು ಚಾಲಕರು, ಲೋಡರ್ಸ್, ಕ್ಲೀನರ್ಸ್, ಗಾರ್ಡನರ್ಸ್, ಸ್ಯಾನಿಟರಿ ಸೂಪರ್‌ವೈಸರ್, ಯುಜಿಡಿ ಸಹಾಯಕರು ಸೇರಿದಂತೆ ಎಲ್ಲ ವೃಂದದ ಹೊರಗುತ್ತಿಗೆ ನೌಕರರನ್ನು ನೇರ ಪಾವತಿಗೆ ಒಳಪಡಿಸಬೇಕು ಎಂದು ಆಗ್ರಹಿಸಿದರು. (406, 1294, 656, 1488)
farmers-headline: ರೈತ ಬಾಂಧವರಿಗೆ ಸಲಹೆ (1202, 660, 1450, 698)
strike-photo (664, 1293, 1138, 1553)
story-headline: ಸೂರ್ಯಕಾಂತಿ ಉತ್ಪನ್ನ ಖರೀದಿ ಆರಂಭ (44, 612, 390, 638)
soil-headline: ಮಣ್ಣಿನ ಫಲವತ್ತತೆ ಕಾಯ್ದುಕೊಳ್ಳಲು ರೈತರಿಗೆ ಸಲಹೆ (1035, 1768, 1431, 1797)
interdept-body-b: ಪಾಂಡವ ನ್ಯೂಸ್, ಗದಗ: ಗದಗ ಜಿಲ್ಲಾಧಿಕಾರಿಗಳ ಸಭಾಭವನದಲ್ಲಿ ಮಂಗಳವಾರ ಡೆಂಗೀ ದಿನಾಚರಣೆ ನಿಮಿತ್ತ 'ಅಂತರ್ ಇಲಾಖಾ ಸಮನ್ವಯ ಸಮಿತಿ ಸಭೆ' ಜಿಲ್ಲಾಧಿಕಾರಿಗಳಾದ ಸಿ.ಎನ್. ಶ್ರೀಧರ್ ಅವರ ಅಧ್ಯಕ್ಷತೆಯಲ್ಲಿ ಜರುಗಿತು. ಜಿಲ್ಲಾಧಿಕಾರಿ ಸಿ.ಎನ್.ಶ್ರೀಧರ್ ಅವರು ಮಾತನಾಡಿ ಡೆಂಗೀ ರೋಗವನ್ನು ನಿಯಂತ್ರಿಸಲು ಮುಂಜಾಗ್ರತಾ ಕ್ರಮಗಳನ್ನು ಕೈಗೊಳ್ಳಲು ಆರೋಗ್ಯ ಇಲಾಖೆಯೊಂದಿಗೆ ವಿವಿಧ ಇಲಾಖೆಗಳು ಸಮನ್ವಯತೆಯಿಂದ ಕಾರ್ಯನಿರ್ವಹಿಸಬೇಕೆಂದು ಕರೆ ನೀಡಿದರು. ಜಿಲ್ಲಾ ಪಂಚಾಯತ್ ಮುಖ್ಯ ಕಾರ್ಯನಿರ್ವಾಹಕ ಅಧಿಕಾರಿ ಭರತ್ ಎಸ್ ಅವರು ಮಾತನಾಡಿ ಪ್ರತಿ ಶುಕ್ರವಾರ ಈಡಿಸ್ ಲಾರ್ವಾ ಉತ್ಪತ್ತಿ ತಾಣಗಳ ನಾಶ ದಿನವನ್ನಾಗಿ ಆಚರಿಸಬೇಕು. ಮನೆಗಳಲ್ಲಿ ನೀರು ಸಂಗ್ರಹಿಸುವ ಪರಿಕರಗಳನ್ನು ಸ್ವಚ್ಛಗೊಳಿಸಬೇಕು ಎಂದು ಸೂಚಿಸಿದರು. ಜಿಲ್ಲಾ ನೋಡಲ್ ಅಧಿಕಾರಿಗಳು ಸಹ ಭಾಗವಹಿಸಿದ್ದರು. (411, 981, 887, 1093)
strike-subhead: ಕಸ ಸಂಗ್ರಹ, ವಿಲೇವಾರಿ, ಸ್ವಚ್ಛತೆ, ಒಳ ಚರಂಡಿ ಹಾಗೂ ಕಛೇರಿ ಕೆಲಸ ಸ್ಥಗಿತ (545, 1253, 1001, 1275)
lower-right-divider (957, 1764, 959, 2393)
story-body: ಪಾಂಡವ ನ್ಯೂಸ್, ವಿಜಯನಗರ: 2025-26ನೇ ಸಾಲಿನ ಕೂಡ್ಲಿಗಿ ತಾಲ್ಲೂಕಿನ ತೋಟಗಾರಿಕೆ ಇಲಾಖೆ ವತಿಯಿಂದ ರಾಷ್ಟ್ರೀಯ ತೋಟಗಾರಿಕೆ ಮಿಷನ್ ಯೋಜನೆ, ಪ್ರಧಾನಮಂತ್ರಿ ಕೃಷಿ ಸಿಂಚಾಯಿ ಯೋಜನೆ (ಹನಿ ನೀರಾವರಿ), ಮತ್ತು ವಿವಿಧ ಯೋಜನೆಗಳಡಿಯಲ್ಲಿ ಅರ್ಹ ಫಲಾನುಭವಿಗಳ ಆಯ್ಕೆಗಾಗಿ ಅರ್ಜಿ ಆಹ್ವಾನಿಸಲಾಗಿದೆ. ರಾಷ್ಟ್ರೀಯ ತೋಟಗಾರಿಕೆ ಮಿಷನ್ ಯೋಜನೆಯಡಿಯಲ್ಲಿ ಅಂಗಾಂಶ ಬಾಳೆ, ದಾಳಿಂಬೆ, ಪಪ್ಪಾಯ, ಡ್ರ್ಯಾಗನ್ ಹಣ್ಣು ಪ್ರದೇಶ ವಿಸ್ತರಣೆ, ತೋಟಗಾರಿಕೆ ಬೆಳೆಗಳಲ್ಲಿ ಪ್ಲಾಸ್ಟಿಕ್ ಹೊದಿಕೆ, ಕೋಲ್ಡ್ ಸ್ಟೋರೇಜ್, ಮಿನಿ ಟ್ರ್ಯಾಕ್ಟರ್ (20 ಹೆಚ್.ಪಿ. ಒಳಗೆ) ಮತ್ತು ಪ್ರಧಾನ ಮಂತ್ರಿ ಕೃಷಿ ಸಿಂಚಾಯಿ ಯೋಜನೆಯಡಿ ತೋಟಗಾರಿಕೆ ಬೆಳೆಗಳಿಗೆ ಹನಿ ನೀರಾವರಿ ಅಳವಡಿಸಲು ಶೇ.90 ಸಹಾಯ ಧನ, ಸಮಗ್ರ ತೋಟಗಾರಿಕೆ ಅಭಿವೃದ್ಧಿ ಯೋಜನೆಯಡಿ ಬೆಳೆಗಳ ಪ್ರದೇಶ ವಿಸ್ತರಣೆ, ಮಹಾತ್ಮಗಾಂಧಿ ರಾಷ್ಟ್ರೀಯ ಗ್ರಾಮೀಣ ಉದ್ಯೋಗ ಖಾತರಿ ಯೋಜನೆಯಡಿ ಬಹು ವಾರ್ಷಿಕ ತೋಟಗಾರಿಕೆ ಬೆಳೆಗಳ ಪ್ರದೇಶ ವಿಸ್ತರಣೆ ಮಾವು, ಸೀಬೆ, ತೆಂಗು, ಅಂಗಾಂಶ ಬಾಳೆ, ಪಪ್ಪಾಯ, ನುಗ್ಗೆ, ಗುಲಾಬಿ ಈ ಯೋಜನೆಗಳಿಗೆ ಕೂಡ್ಲಿಗಿ ತೋಟಗಾರಿಕೆ ಇಲಾಖೆ ಕಚೇರಿ ಅಥವಾ ಹೋಬಳಿ ಮಟ್ಟದ ಕಚೇರಿಗಳಿಗೆ ಅರ್ಜಿ ಸಲ್ಲಿಸಿ ಹೆಸರನ್ನು ನೋಂದಾಯಿಸಿಕೊಳ್ಳಬಹುದು. ಹೆಚ್ಚಿನ ಮಾಹಿತಿಗಾಗಿ ರೈತರು ಹತ್ತಿರದ ತೋಟಗಾರಿಕೆ ಇಲಾಖೆಯ ಅಧಿಕಾರಿಗಳನ್ನು ಸಂಪರ್ಕಿಸಬಹುದಾಗಿದೆ. ಸಹಾಯಕ ತೋಟಗಾರಿಕೆ ಅಧಿಕಾರಿ, ರೈತ ಸಂಪರ್ಕ ಕೇಂದ್ರ ಕೂಡ್ಲಿಗಿ, ಹೊಸಹಳ್ಳಿ, ಗುಡೇಕೋಟೆ, ಕೊಟ್ಟೂರು ಮತ್ತು ಸಹಾಯಕ ತೋಟಗಾರಿಕೆ ನಿರ್ದೇಶಕರು ಕೂಡ್ಲಿಗಿ ಹಿರಿಯ ಸಹಾಯಕ ತೋಟಗಾರಿಕೆ ನಿರ್ದೇಶಕರು(ಜಿ.ಪಂ) ಕಚೇರಿಗೆ ಭೇಟಿ ನೀಡಿ ಸಂಪರ್ಕಿಸಬಹುದು ಎಂದು ಕೂಡ್ಲಿಗಿ ಹಿರಿಯ ಸಹಾಯಕ ತೋಟಗಾರಿಕೆ ನಿರ್ದೇಶಕರ ಪ್ರಕಟಣೆಯಲ್ಲಿ ತಿಳಿಸಿದ್ದಾರೆ. (44, 129, 390, 405)
issue-date: ಶನಿವಾರ 31, ಮೇ 2025 (46, 44, 235, 68)
lower-section-rule (44, 1761, 1502, 1764)
meeting-hall-image (412, 726, 887, 973)
page-number: 3 (1469, 38, 1492, 77)
interdept-body-a: ಡಾ. ಶಿವಕುಮಾರ್ ಕೆ ಮಾನಕರ್ ಅವರು ಮಾತನಾಡಿ ಆರೋಗ್ಯ ಇಲಾಖೆಯ ಸ್ಕಿಲ್ ವರ್ಗದವರ ಲಾರ್ವಾ ಸರ್ವೆ ಹಾಗೂ ಕೈಗೊಳ್ಳಲು ಐಇಸಿ ಸಂಯೋಜನೆ ಕಾರ್ಯಕ್ರಮ ಸಹಕರಿಸಬೇಕೆಂದು ತಿಳಿಸಿದರು. ಜಿಲ್ಲಾ ಆರೋಗ್ಯ ಮತ್ತು ಕುಟುಂಬ ಕಲ್ಯಾಣಾಧಿಕಾರಿ ಡಾ. ಎಸ್.ಎಸ್. ನೀಲಗುಂದ ಅವರು ಕಾರ್ಯಕ್ರಮದ ಸ್ವಾಗತಿಸಿ ಜಿಲ್ಲೆಯಲ್ಲಿ ಡೆಂಗೀ ನಿಯಂತ್ರಣಕ್ಕೆ ಕೈಗೊಳ್ಳಲು ಗುಣಮಟ್ಟದ ಲಾರ್ವಾ ಸರ್ವೆಕ್ಷಣೆ ಹಾಗೂ ಜ್ವರ ಸಮೀಕ್ಷೆ ಮತ್ತು ಖಚಿತ ಪ್ರಕರಣಗಳು ಕಂಡು ಬಂದಲ್ಲಿ ಸೂಕ್ತ ಚಿಕಿತ್ಸೆ ನೀಡಿ, ಸೂಕ್ತ ಅರಿವು ಹಾಗೂ ಮುಂಜಾಗ್ರತಾ ಕ್ರಮಗಳನ್ನು ಕೈಗೊಳ್ಳಲು ಸಲಹೆ ನೀಡಿದರು. ಈ ಸಂದರ್ಭದಲ್ಲಿ ಜಿಲ್ಲಾ ಪೊಲೀಸ್ ವರಿಷ್ಠಾಧಿಕಾರಿ ಎಂ.ಬಿ.ಸಂಕದ, ಜಿಲ್ಲಾ ಮಟ್ಟದ ಸಮನ್ವಯ ಸಮಿತಿ ಅಧಿಕಾರಿಗಳು, ಆರೋಗ್ಯ ಇಲಾಖೆಯ ಅಧಿಕಾರಿಗಳು ಹಾಗೂ ಸಿಬ್ಬಂದಿ ವರ್ಗದವರು ಉಪಸ್ಥಿತರಿದ್ದರು. (894, 726, 1137, 921)
lead-bottom-rule (399, 654, 1503, 656)
smoking-body-c: ರೋಗಗಳ ಬೆನ್ನು ಸೌಂದರ್ಯನಾಶಕ ಮತ್ತು ಅಂಟುವ್ಯಾಧಿಗಳನ್ನು ತಂದು ಒಡ್ಡುತ್ತದೆ. ತಂಬಾಕು ವ್ಯಸನವು ಅತ್ಯಂತ ಸಹಜವಾಗಿ ಆವರಿಸುತ್ತದೆ. ಹೊಗೆಯ ಜೊತೆಗೆ ಮನುಷ್ಯನ ಜೀವವನ್ನು ಸುಡುವ ಧೂಮಪಾನದ ಸೇವನೆಯಿಂದ ಮನುಷ್ಯನ ಆಯುಷ್ಯ ಕಡಿಮೆಯಾಗುತ್ತದೆ. ಧೂಮಪಾನ ಮಾಡುವವರ ಜೊತೆಗೆ ಅವರ ಸುತ್ತಮುತ್ತ ಇರುವವರಿಗೂ ಇದರಿಂದ ಹಾನಿಯಾಗುತ್ತದೆ. (707, 1831, 951, 1927)
newspaper-name: ಪಾಂಡವ (690, 38, 778, 74)
meeting-photo (411, 726, 888, 974)
smoking-headline: ಧೂಮ್ರಪಾನದಿಂದ ದೂರವಿರಿ (498, 1768, 895, 1820)
sunflower-story (44, 612, 390, 957)
lead-headline: ಮಕ್ಕಳಲ್ಲಿನ ಪ್ರತಿಭೆಗಳು ಹೊರಹೊಮ್ಮಲಿ (527, 145, 1383, 222)
author-photo (360, 2346, 405, 2390)
hostel-body: ಪಾಂಡವ ನ್ಯೂಸ್, ಬಳ್ಳಾರಿ: ಜಿಲ್ಲಾ ಅಲ್ಪಸಂಖ್ಯಾತರ ಕಲ್ಯಾಣ ಇಲಾಖೆಯ ಮೆಟ್ರಿಕ್ ನಂತರದ ಬಾಲಕ ಮತ್ತು ಬಾಲಕಿಯರ ವಿದ್ಯಾರ್ಥಿ ನಿಲಯಗಳಲ್ಲಿ 2025-26 ನೇ ಶೈಕ್ಷಣಿಕ ಸಾಲಿನ ವಿದ್ಯಾರ್ಥಿಗಳ ಪ್ರವೇಶ ಪಡೆಯಲು ಆನ್‌ಲೈನ್ ಮೂಲಕ ಅರ್ಜಿ ಆಹ್ವಾನಿಸಲಾಗಿದೆ. ಪಿಯುಸಿ, ಡಿಪ್ಲೋಮಾ, ಐಟಿಐ ಹಾಗೂ ಪ್ರಥಮ ವರ್ಷದ ಪದವಿ ವಿದ್ಯಾರ್ಥಿಗಳು ಅರ್ಜಿ ಸಲ್ಲಿಸಲು ಇಲಾಖೆಯ ವೆಬ್‌ಸೈಟ್ https://shp.karnataka.gov.in ಗೆ ಭೇಟಿ ನೀಡಿ ಅರ್ಜಿ ಸಲ್ಲಿಸಬಹುದು. ಅರ್ಜಿ ಸಲ್ಲಿಸಲು ಜೂನ್ 28 ಕೊನೆಯ ದಿನಾಂಕ. ಹೆಚ್ಚಿನ ಮಾಹಿತಿಗಾಗಿ ಅಲ್ಪಸಂಖ್ಯಾತರ ಕಲ್ಯಾಣ ಇಲಾಖೆಯ ಜಿಲ್ಲಾ ಅಧಿಕಾರಿ ಕಚೇರಿ ದೂ.08395-200125/224 ಹಾಗೂ ತಾಲ್ಲೂಕು ಅಲ್ಪಸಂಖ್ಯಾತರ ಮಾಹಿತಿ ಕೇಂದ್ರಗಳ ಮೊಬೈಲ್-8310321101, ಸಂಡೂರು-9036925966/ 8660575566, ಸಿರುಗುಪ್ಪ-9148889975 ಗೆ ಸಂಪರ್ಕಿಸಬಹುದು ಎಂದು ಪ್ರಕಟಣೆಯಲ್ಲಿ ತಿಳಿಸಿದ್ದಾರೆ. (1150, 1435, 1502, 1596)
story-headline-line2: ಉಪನೋಂದಣಿ ಕಚೇರಿ ಕಾರ್ಯಾರಂಭ (44, 990, 390, 1020)
summer-camp-photo (690, 261, 1227, 508)
